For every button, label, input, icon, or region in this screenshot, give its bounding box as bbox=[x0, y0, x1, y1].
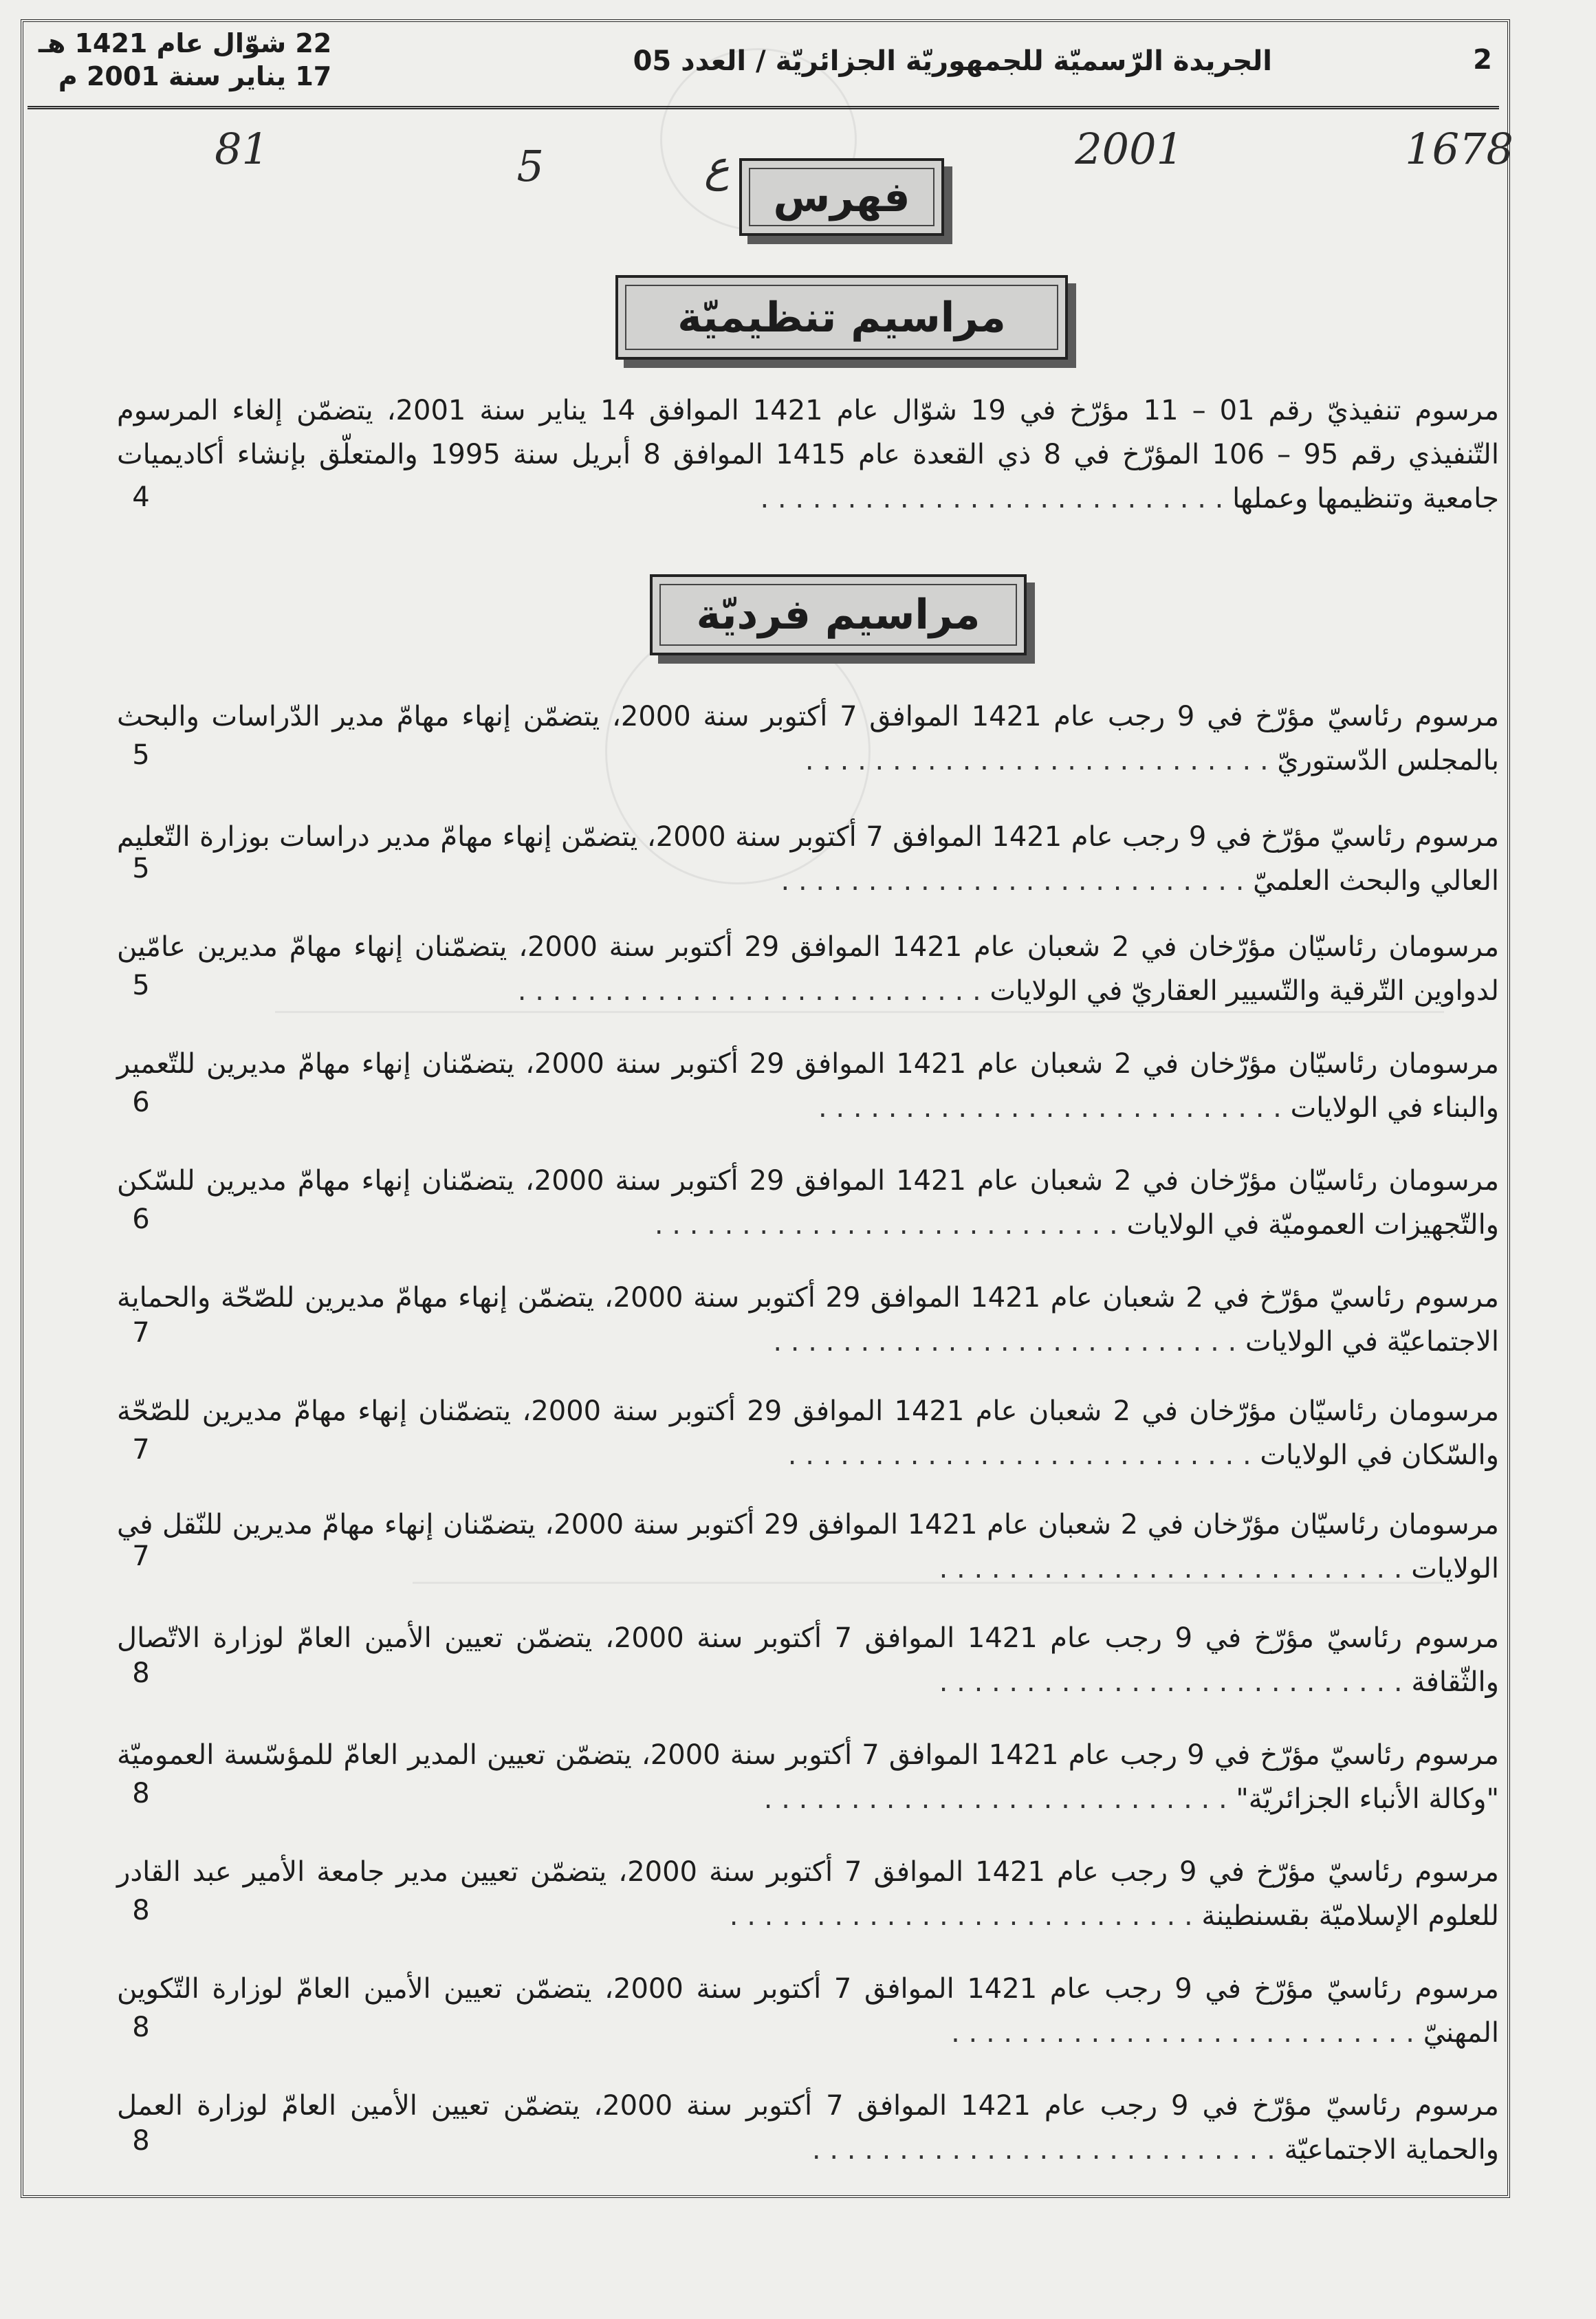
entry-text: مرسوم رئاسيّ مؤرّخ في 9 رجب عام 1421 الموافق 7 أكتوبر سنة 2000، يتضمّن تعيين الأمين العامّ لوزارة التّكوين المهنيّ . . . bbox=[117, 1973, 1499, 2049]
index-entry bbox=[117, 1042, 1499, 1130]
index-entry bbox=[117, 1276, 1499, 1364]
entry-page-number: 8 bbox=[132, 1657, 150, 1689]
gregorian-date: 17 يناير سنة 2001 م bbox=[58, 61, 332, 91]
issue-dates bbox=[39, 28, 331, 93]
entry-text: مرسوم رئاسيّ مؤرّخ في 9 رجب عام 1421 الموافق 7 أكتوبر سنة 2000، يتضمّن تعيين مدير جامعة الأمير عبد القادر للعلوم الإسلاميّة بقسنطينة . . . bbox=[117, 1856, 1499, 1932]
index-entry bbox=[117, 1503, 1499, 1591]
entry-page-number: 6 bbox=[132, 1087, 150, 1118]
section-title-box bbox=[615, 275, 1068, 360]
section-title-box bbox=[650, 574, 1027, 655]
page-number: 2 bbox=[1473, 44, 1492, 76]
index-entry bbox=[117, 1159, 1499, 1247]
entry-page-number: 8 bbox=[132, 2125, 150, 2157]
entry-text: مرسوم رئاسيّ مؤرّخ في 9 رجب عام 1421 الموافق 7 أكتوبر سنة 2000، يتضمّن تعيين الأمين العامّ لوزارة الاتّصال والثّقافة . . . bbox=[117, 1622, 1499, 1698]
entry-text: مرسومان رئاسيّان مؤرّخان في 2 شعبان عام 1421 الموافق 29 أكتوبر سنة 2000، يتضمّنان إنهاء مهامّ مديرين عامّين لدواوين التّرقية والتّسيير العقاريّ في الولايات . . . bbox=[117, 931, 1499, 1007]
index-entry bbox=[117, 1733, 1499, 1821]
entry-text: مرسوم رئاسيّ مؤرّخ في 9 رجب عام 1421 الموافق 7 أكتوبر سنة 2000، يتضمّن إنهاء مهامّ مدير الدّراسات والبحث بالمجلس الدّستوريّ . . . bbox=[117, 701, 1499, 776]
handwritten-note: ع bbox=[704, 141, 730, 191]
handwritten-note: 2001 bbox=[1075, 124, 1183, 174]
entry-text: مرسومان رئاسيّان مؤرّخان في 2 شعبان عام 1421 الموافق 29 أكتوبر سنة 2000، يتضمّنان إنهاء مهامّ مديرين للسّكن والتّجهيزات العموميّة في الولايات . . . bbox=[117, 1165, 1499, 1241]
entry-page-number: 5 bbox=[132, 853, 150, 884]
index-entry bbox=[117, 389, 1499, 521]
index-entry bbox=[117, 2084, 1499, 2172]
entry-page-number: 8 bbox=[132, 1778, 150, 1809]
entry-page-number: 7 bbox=[132, 1317, 150, 1349]
handwritten-note: 1678 bbox=[1405, 124, 1513, 174]
entry-page-number: 7 bbox=[132, 1540, 150, 1572]
entry-text: مرسوم رئاسيّ مؤرّخ في 9 رجب عام 1421 الموافق 7 أكتوبر سنة 2000، يتضمّن تعيين الأمين العامّ لوزارة العمل والحماية الاجتماعيّة . . . bbox=[117, 2090, 1499, 2166]
journal-title: الجريدة الرّسميّة للجمهوريّة الجزائريّة / العدد 05 bbox=[633, 45, 1272, 77]
index-title: فهرس bbox=[773, 173, 910, 221]
index-entry bbox=[117, 1389, 1499, 1477]
index-entry bbox=[117, 815, 1499, 903]
entry-page-number: 8 bbox=[132, 1895, 150, 1926]
index-title-box bbox=[739, 158, 944, 236]
entry-text: مرسوم رئاسيّ مؤرّخ في 9 رجب عام 1421 الموافق 7 أكتوبر سنة 2000، يتضمّن إنهاء مهامّ مدير دراسات بوزارة التّعليم العالي والبحث العلميّ . . . bbox=[117, 821, 1499, 897]
handwritten-note: 81 bbox=[215, 124, 269, 174]
entry-text: مرسوم تنفيذيّ رقم 01 – 11 مؤرّخ في 19 شوّال عام 1421 الموافق 14 يناير سنة 2001، يتضمّن إلغاء المرسوم التّنفيذي رقم 95 – 106 المؤرّخ في 8 ذي القعدة عام 1415 الموافق 8 أبريل سنة 1995 والمتعلّق بإنشاء أكاديميات جامعية وتنظيمها وعملها . . . bbox=[117, 395, 1499, 514]
entry-text: مرسومان رئاسيّان مؤرّخان في 2 شعبان عام 1421 الموافق 29 أكتوبر سنة 2000، يتضمّنان إنهاء مهامّ مديرين للتّعمير والبناء في الولايات . . . bbox=[117, 1048, 1499, 1124]
entry-text: مرسوم رئاسيّ مؤرّخ في 2 شعبان عام 1421 الموافق 29 أكتوبر سنة 2000، يتضمّن إنهاء مهامّ مديرين للصّحّة والحماية الاجتماعيّة في الولايات . . . bbox=[117, 1282, 1499, 1358]
index-entry bbox=[117, 925, 1499, 1013]
section-title: مراسيم تنظيميّة bbox=[677, 293, 1006, 342]
entry-page-number: 4 bbox=[132, 481, 150, 513]
handwritten-note: 5 bbox=[516, 141, 544, 191]
section-title: مراسيم فرديّة bbox=[696, 591, 981, 639]
entry-page-number: 7 bbox=[132, 1434, 150, 1466]
entry-text: مرسومان رئاسيّان مؤرّخان في 2 شعبان عام 1421 الموافق 29 أكتوبر سنة 2000، يتضمّنان إنهاء مهامّ مديرين للصّحّة والسّكان في الولايات . . . bbox=[117, 1395, 1499, 1471]
index-entry bbox=[117, 1967, 1499, 2055]
page-header bbox=[28, 23, 1499, 109]
entry-text: مرسوم رئاسيّ مؤرّخ في 9 رجب عام 1421 الموافق 7 أكتوبر سنة 2000، يتضمّن تعيين المدير العامّ للمؤسّسة العموميّة "وكالة الأنباء الجزائريّة" . . . bbox=[117, 1739, 1499, 1815]
index-entry bbox=[117, 1850, 1499, 1938]
entry-page-number: 8 bbox=[132, 2012, 150, 2043]
entry-page-number: 5 bbox=[132, 970, 150, 1001]
hijri-date: 22 شوّال عام 1421 هـ bbox=[39, 28, 332, 58]
entry-page-number: 6 bbox=[132, 1204, 150, 1235]
index-entry bbox=[117, 1616, 1499, 1704]
entry-text: مرسومان رئاسيّان مؤرّخان في 2 شعبان عام 1421 الموافق 29 أكتوبر سنة 2000، يتضمّنان إنهاء مهامّ مديرين للنّقل في الولايات . . . bbox=[117, 1509, 1499, 1585]
entry-page-number: 5 bbox=[132, 739, 150, 771]
index-entry bbox=[117, 695, 1499, 783]
